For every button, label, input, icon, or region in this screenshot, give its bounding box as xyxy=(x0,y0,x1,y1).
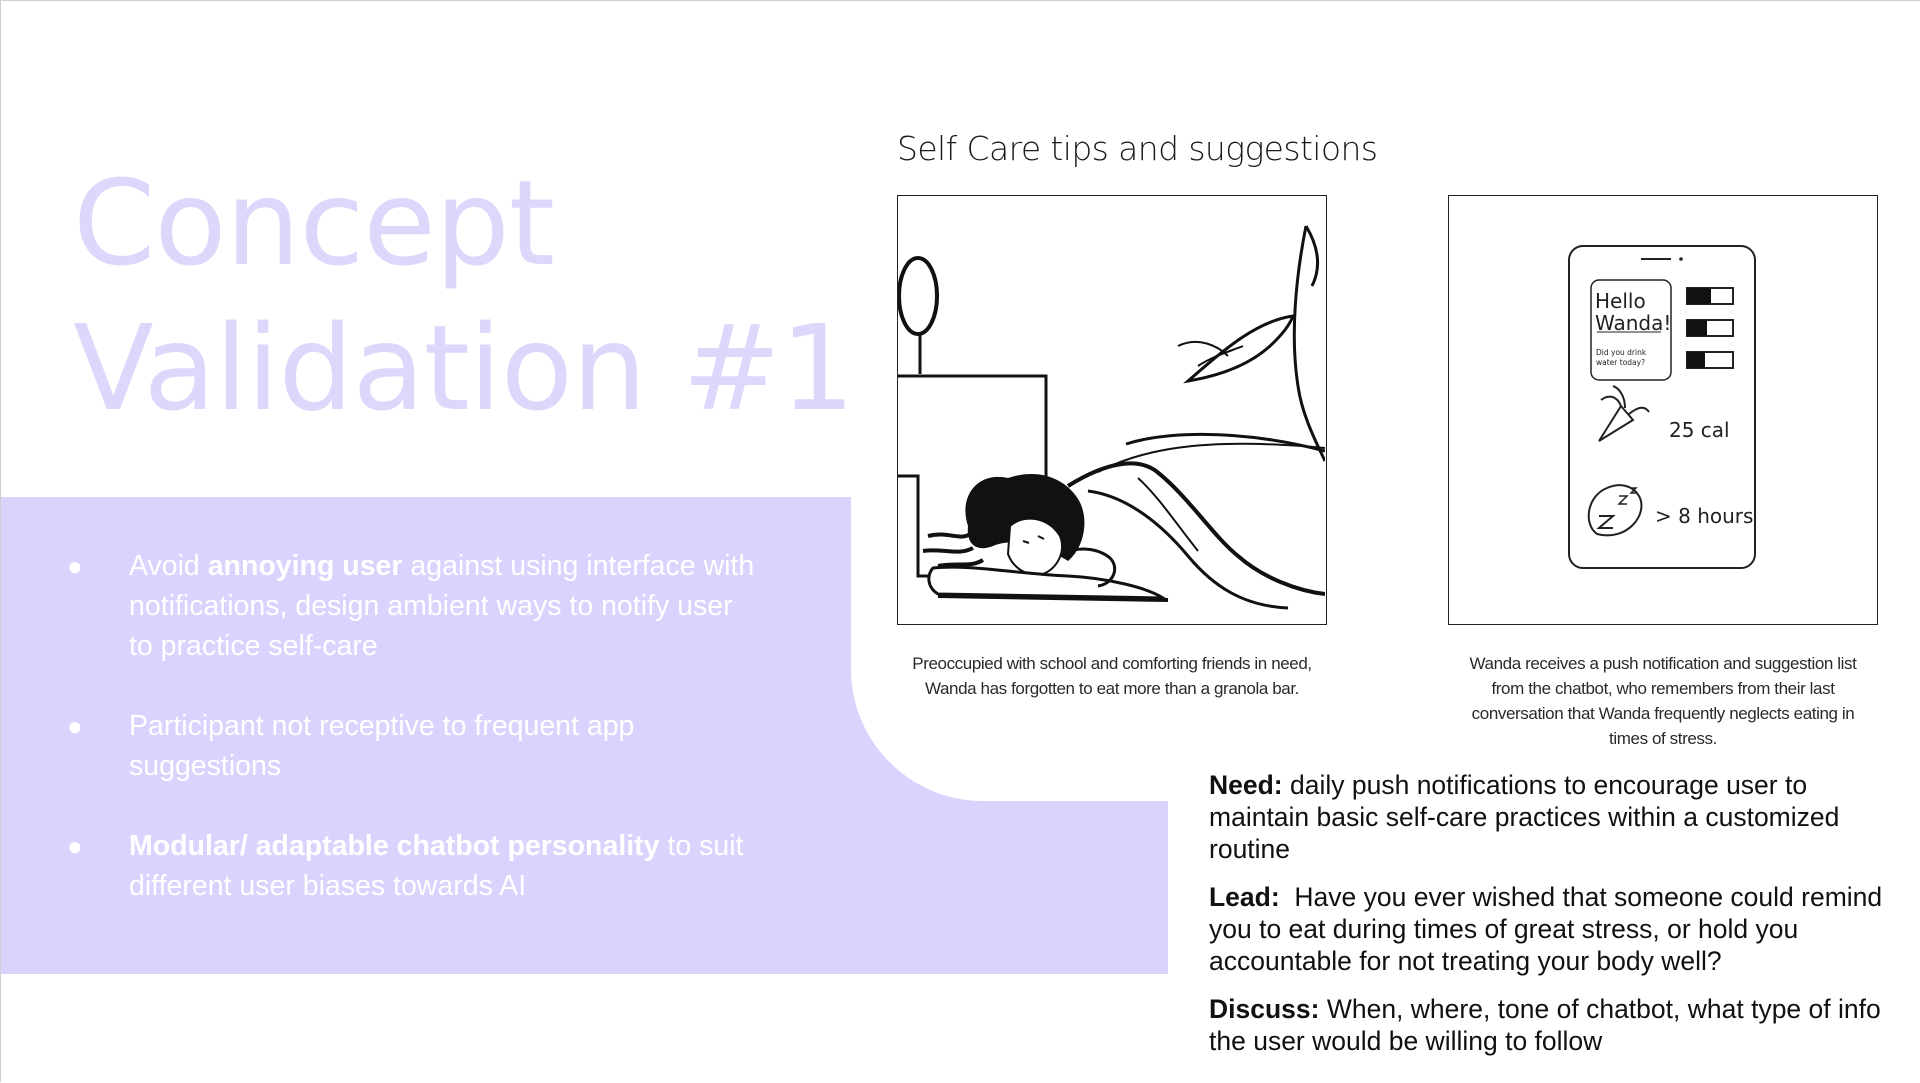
storyboard-panel-2 xyxy=(1448,195,1878,625)
finding-item xyxy=(61,826,761,906)
panel-1-caption: Preoccupied with school and comforting friends in need, Wanda has forgotten to eat more than a granola bar. xyxy=(912,654,1312,698)
storyboard-heading: Self Care tips and suggestions xyxy=(897,129,1378,168)
sleeping-girl-illustration xyxy=(898,196,1325,623)
discuss-label: Discuss: xyxy=(1209,994,1320,1024)
storyboard-panel-1 xyxy=(897,195,1327,625)
slide-title xyxy=(73,151,854,441)
finding-emphasis: annoying user xyxy=(207,550,403,582)
finding-text: Avoid xyxy=(129,550,208,582)
greeting-line-2: Wanda! xyxy=(1595,311,1672,335)
lead-text: Have you ever wished that someone could remind you to eat during times of great stress, or hold you accountable for not treating your body well? xyxy=(1209,882,1890,976)
finding-item xyxy=(61,706,761,786)
lead-label: Lead: xyxy=(1209,882,1280,912)
panel-2-caption: Wanda receives a push notification and suggestion list from the chatbot, who remembers from their last conversation that Wanda frequently neglects eating in times of stress. xyxy=(1469,654,1857,748)
finding-text: to suit different user biases towards AI xyxy=(129,830,744,902)
chat-greeting xyxy=(1595,290,1671,334)
finding-text: against using interface with notifications, design ambient ways to notify user to practice self-care xyxy=(129,550,755,662)
chat-question xyxy=(1596,348,1646,368)
finding-item xyxy=(61,546,761,666)
question-line-2: water today? xyxy=(1596,358,1646,367)
phone-sketch xyxy=(1449,196,1876,623)
bullet-icon: ● xyxy=(67,711,83,741)
need-label: Need: xyxy=(1209,770,1283,800)
bullet-icon: ● xyxy=(67,551,83,581)
sleep-value: > 8 hours xyxy=(1655,504,1754,528)
finding-emphasis: Modular/ adaptable chatbot personality xyxy=(129,830,660,862)
title-line-2: Validation #1 xyxy=(73,299,855,437)
question-line-1: Did you drink xyxy=(1596,348,1647,357)
validation-notes xyxy=(1209,769,1899,1073)
need-text: daily push notifications to encourage user to maintain basic self-care practices within a customized routine xyxy=(1209,770,1840,864)
finding-text: Participant not receptive to frequent app suggestions xyxy=(129,710,635,782)
greeting-line-1: Hello xyxy=(1595,289,1646,313)
findings-list xyxy=(61,546,761,946)
discuss-text: When, where, tone of chatbot, what type of info the user would be willing to follow xyxy=(1209,994,1881,1056)
bullet-icon: ● xyxy=(67,831,83,861)
discuss-note xyxy=(1209,993,1899,1057)
need-note xyxy=(1209,769,1899,865)
lead-note xyxy=(1209,881,1899,977)
title-line-1: Concept xyxy=(73,154,555,292)
calories-value: 25 cal xyxy=(1669,418,1730,442)
